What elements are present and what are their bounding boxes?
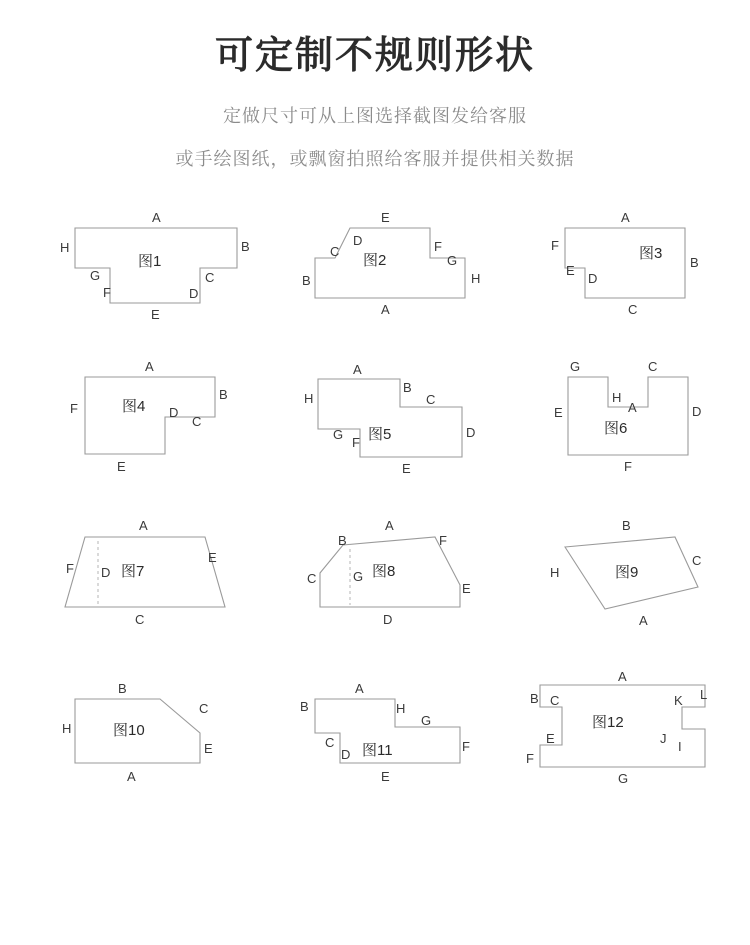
fig10-label-H: H: [62, 720, 72, 736]
fig12-label-B: B: [530, 690, 539, 706]
fig11-label-H: H: [396, 700, 406, 716]
fig5-outline: [318, 379, 462, 457]
fig8-label-F: F: [439, 532, 447, 548]
fig12-label-E: E: [546, 730, 555, 746]
fig2-label-A: A: [381, 301, 390, 317]
subtitle-line-2: 或手绘图纸，或飘窗拍照给客服并提供相关数据: [175, 149, 575, 170]
figure-cell-1[interactable]: [0, 203, 250, 359]
fig12-label-F: F: [526, 750, 534, 766]
fig3-label-A: A: [621, 209, 630, 225]
fig7-label-D: E: [208, 549, 217, 565]
fig5-label-G: G: [333, 426, 344, 442]
fig1-label-C: C: [205, 269, 215, 285]
fig3-label-C: C: [628, 301, 638, 317]
fig11-label-F: F: [462, 738, 470, 754]
fig4-name: 图4: [122, 397, 146, 415]
page-root: [0, 34, 750, 945]
fig1-name: 图1: [138, 252, 162, 270]
fig10-name: 图10: [113, 721, 145, 739]
fig6-label-E: F: [624, 458, 632, 474]
fig11-label-D: D: [341, 746, 351, 762]
fig7-label-F: F: [66, 560, 74, 576]
figure-row-1: [0, 203, 750, 359]
fig2-label-G: G: [447, 252, 458, 268]
fig12-label-A: A: [618, 670, 627, 684]
fig11-label-G: G: [421, 712, 432, 728]
fig4-label-C: C: [192, 413, 202, 429]
fig7-label-C: C: [135, 611, 145, 627]
fig6-label-F: E: [554, 404, 563, 420]
fig5-name: 图5: [368, 425, 392, 443]
fig10-label-C: C: [199, 700, 209, 716]
fig12-label-L: L: [700, 686, 708, 702]
fig5-label-F: F: [352, 434, 360, 450]
fig11-label-B: B: [300, 698, 309, 714]
fig1-label-H: H: [60, 239, 70, 255]
fig11-label-A: A: [355, 680, 364, 696]
fig9-label-B: B: [622, 517, 631, 533]
fig12-name: 图12: [592, 713, 624, 731]
figure-cell-7[interactable]: [0, 515, 250, 671]
fig9-name: 图9: [615, 563, 639, 581]
fig8-label-B: B: [338, 532, 347, 548]
fig2-label-D: D: [353, 232, 363, 248]
figure-cell-10[interactable]: [0, 671, 250, 827]
fig8-label-E: E: [462, 580, 471, 596]
fig12-label-G: G: [618, 770, 629, 786]
fig2-name: 图2: [363, 251, 387, 269]
figure-cell-2[interactable]: [250, 203, 500, 359]
fig12-label-K: K: [674, 692, 683, 708]
fig2-label-E: E: [381, 209, 390, 225]
page-title: 可定制不规则形状: [214, 35, 535, 77]
figure-cell-4[interactable]: [0, 359, 250, 515]
fig6-label-A: A: [628, 399, 637, 415]
fig8-label-G: G: [353, 568, 364, 584]
fig4-label-E: E: [117, 458, 126, 474]
fig6-label-H: H: [612, 389, 622, 405]
fig8-label-C: C: [307, 570, 317, 586]
fig3-label-B: B: [690, 254, 699, 270]
fig6-label-D: D: [692, 403, 702, 419]
fig10-label-E: E: [204, 740, 213, 756]
figure-cell-6[interactable]: [500, 359, 750, 515]
figure-row-4: [0, 671, 750, 827]
fig1-label-G: G: [90, 267, 101, 283]
fig3-label-D: D: [588, 270, 598, 286]
fig1-label-D: D: [189, 285, 199, 301]
fig5-label-B: B: [403, 379, 412, 395]
fig11-label-C: C: [325, 734, 335, 750]
fig6-label-G: G: [570, 358, 581, 374]
fig10-label-A: A: [127, 768, 136, 784]
fig6-label-C: C: [648, 358, 658, 374]
fig7-label-E: D: [101, 564, 111, 580]
fig8-label-A: A: [385, 517, 394, 533]
fig2-label-B: B: [302, 272, 311, 288]
figure-cell-9[interactable]: [500, 515, 750, 671]
fig5-label-A: A: [353, 361, 362, 377]
fig5-label-D: D: [466, 424, 476, 440]
figure-cell-5[interactable]: [250, 359, 500, 515]
fig7-name: 图7: [121, 562, 145, 580]
fig4-label-D: D: [169, 404, 179, 420]
fig7-outline: [65, 537, 225, 607]
figure-cell-3[interactable]: [500, 203, 750, 359]
fig12-label-I: I: [678, 738, 682, 754]
fig8-name: 图8: [372, 562, 396, 580]
fig5-label-E: E: [402, 460, 411, 476]
fig6-name: 图6: [604, 419, 628, 437]
fig2-label-C: C: [330, 243, 340, 259]
fig4-label-A: A: [145, 358, 154, 374]
fig3-outline: [565, 228, 685, 298]
figure-cell-8[interactable]: [250, 515, 500, 671]
fig5-label-H: H: [304, 390, 314, 406]
figure-row-3: [0, 515, 750, 671]
fig4-label-B: B: [219, 386, 228, 402]
fig2-label-H: H: [471, 270, 481, 286]
fig12-label-J: J: [660, 730, 667, 746]
fig8-label-D: D: [383, 611, 393, 627]
fig5-label-C: C: [426, 391, 436, 407]
fig4-label-F: F: [70, 400, 78, 416]
figure-grid: [0, 203, 750, 827]
subtitle-line-1: 定做尺寸可从上图选择截图发给客服: [223, 105, 527, 126]
fig2-label-F: F: [434, 238, 442, 254]
fig6-outline: [568, 377, 688, 455]
fig7-label-A: A: [139, 517, 148, 533]
figure-cell-12[interactable]: [500, 671, 750, 827]
fig11-label-E: E: [381, 768, 390, 784]
fig9-label-H: H: [550, 564, 560, 580]
fig1-label-E: E: [151, 306, 160, 322]
fig3-label-E: E: [566, 262, 575, 278]
fig1-label-B: B: [241, 238, 250, 254]
fig9-label-C: C: [692, 552, 702, 568]
fig11-name: 图11: [362, 741, 393, 759]
fig1-label-A: A: [152, 209, 161, 225]
fig12-label-C: C: [550, 692, 560, 708]
figure-row-2: [0, 359, 750, 515]
fig10-label-B: B: [118, 680, 127, 696]
figure-cell-11[interactable]: [250, 671, 500, 827]
fig3-label-F: F: [551, 237, 559, 253]
fig9-label-A: A: [639, 612, 648, 628]
fig2-outline: [315, 228, 465, 298]
fig3-name: 图3: [639, 244, 663, 262]
fig1-label-F: F: [103, 284, 111, 300]
